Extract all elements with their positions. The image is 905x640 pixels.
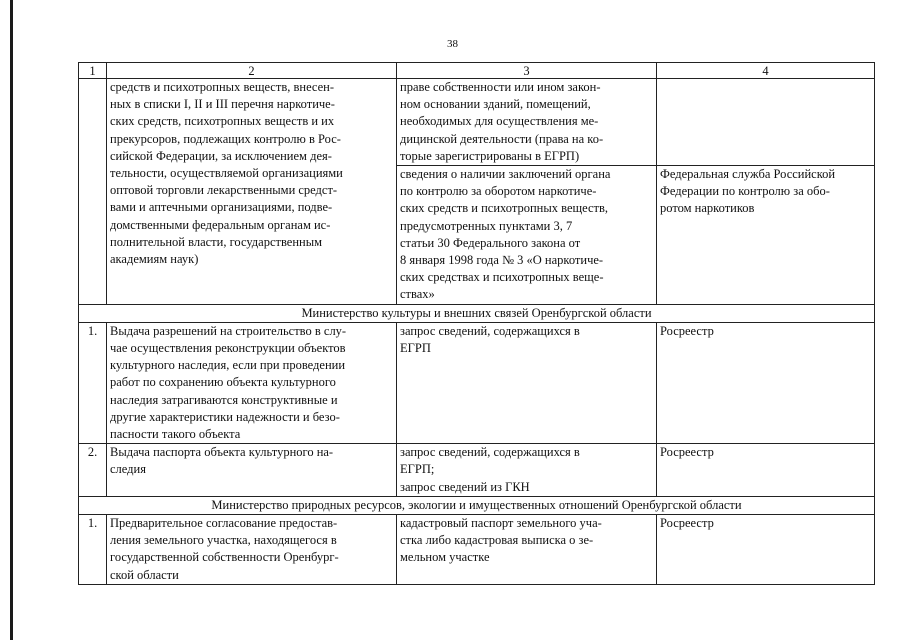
text-line: прекурсоров, подлежащих контролю в Рос- [110,131,341,146]
info-cell [397,322,657,443]
header-col-1: 1 [79,63,107,79]
continuation-agency-cell-b [657,166,875,305]
row-number: 1. [79,515,107,585]
continuation-row-a [79,79,875,166]
section-title: Министерство природных ресурсов, экологии и имущественных отношений Оренбургской области [79,496,875,514]
text-line: государственной собственности Оренбург- [110,550,339,565]
page-number: 38 [447,38,458,50]
text-line: ствах» [400,287,435,302]
text-line: сийской Федерации, за исключением дея- [110,148,332,163]
text-line: академиям наук) [110,252,199,267]
table-row [79,322,875,443]
text-line: чае осуществления реконструкции объектов [110,341,346,356]
text-line: Росреестр [660,516,714,531]
row-number: 2. [79,444,107,497]
header-row [79,63,875,79]
header-col-4: 4 [657,63,875,79]
section-title: Министерство культуры и внешних связей Оренбургской области [79,304,875,322]
text-line: торые зарегистрированы в ЕГРП) [400,148,580,163]
text-line: запрос сведений, содержащихся в [400,323,580,338]
text-line: праве собственности или ином закон- [400,80,601,94]
text-line: 8 января 1998 года № 3 «О наркотиче- [400,253,604,268]
text-line: Росреестр [660,445,714,460]
section-header-row [79,304,875,322]
services-table [78,62,875,585]
text-line: ЕГРП [400,341,431,356]
text-line: кадастровый паспорт земельного уча- [400,516,602,531]
text-line: вами и аптечными организациями, подве- [110,200,333,215]
text-line: оптовой торговли лекарственными средст- [110,183,338,198]
info-cell [397,444,657,497]
text-line: статьи 30 Федерального закона от [400,235,581,250]
service-cell [107,515,397,585]
text-line: наследия затрагиваются конструктивные и [110,392,338,407]
service-cell [107,444,397,497]
agency-cell [657,515,875,585]
text-line: ских средств и психотропных веществ, [400,201,609,216]
text-line: работ по сохранению объекта культурного [110,375,336,390]
text-line: Росреестр [660,323,714,338]
header-col-2: 2 [107,63,397,79]
continuation-service-cell [107,79,397,305]
section-header-row [79,496,875,514]
agency-cell [657,444,875,497]
text-line: домственными федеральным органам ис- [110,217,331,232]
continuation-info-cell-a [397,79,657,166]
text-line: пасности такого объекта [110,427,241,442]
text-line: ления земельного участка, находящегося в [110,533,337,548]
text-line: Федеральная служба Российской [660,167,836,182]
text-line: дицинской деятельности (права на ко- [400,131,604,146]
text-line: полнительной власти, государственным [110,234,323,249]
table-row [79,444,875,497]
text-line: Выдача паспорта объекта культурного на- [110,445,334,460]
text-line: ских средствах и психотропных веще- [400,270,604,285]
text-line: тельности, осуществляемой организациями [110,166,343,181]
text-line: ских средств, психотропных веществ и их [110,114,335,129]
header-col-3: 3 [397,63,657,79]
scan-edge-line [10,0,13,640]
text-line: предусмотренных пунктами 3, 7 [400,218,573,233]
text-line: запрос сведений, содержащихся в [400,445,580,460]
text-line: запрос сведений из ГКН [400,479,530,494]
text-line: ЕГРП; [400,462,435,477]
table-row [79,515,875,585]
continuation-info-cell-b [397,166,657,305]
text-line: ном основании зданий, помещений, [400,97,591,112]
text-line: стка либо кадастровая выписка о зе- [400,533,594,548]
text-line: средств и психотропных веществ, внесен- [110,80,335,94]
text-line: Предварительное согласование предостав- [110,516,338,531]
text-line: Федерации по контролю за обо- [660,184,830,199]
agency-cell [657,322,875,443]
text-line: мельном участке [400,550,490,565]
row-number: 1. [79,322,107,443]
text-line: ротом наркотиков [660,201,755,216]
text-line: ных в списки I, II и III перечня наркотиче- [110,97,335,112]
info-cell [397,515,657,585]
service-cell [107,322,397,443]
continuation-agency-cell-a [657,79,875,166]
continuation-num-cell [79,79,107,305]
text-line: следия [110,462,146,477]
text-line: другие характеристики надежности и безо- [110,409,340,424]
text-line: культурного наследия, если при проведении [110,358,346,373]
text-line: по контролю за оборотом наркотиче- [400,184,597,199]
text-line: сведения о наличии заключений органа [400,167,611,182]
text-line: необходимых для осуществления ме- [400,114,599,129]
text-line: Выдача разрешений на строительство в слу- [110,323,347,338]
text-line: ской области [110,567,179,582]
